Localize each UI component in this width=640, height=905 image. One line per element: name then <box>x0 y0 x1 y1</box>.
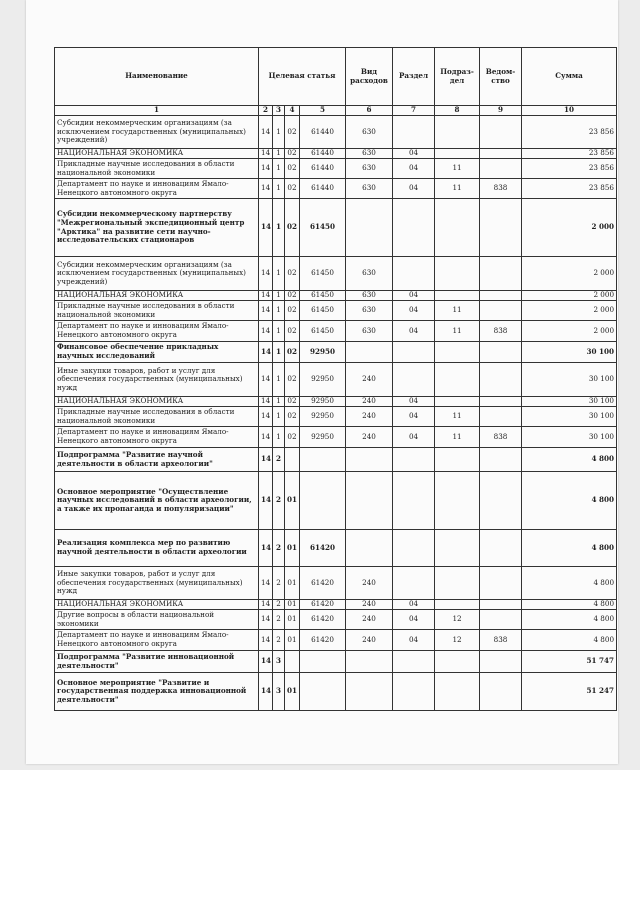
column-number: 4 <box>285 106 300 116</box>
cell-sum: 2 000 <box>522 291 617 301</box>
cell-target-direction: 92950 <box>300 427 346 448</box>
cell-target-direction: 61440 <box>300 179 346 199</box>
cell-name: Департамент по науке и инновациям Ямало-Ненецкого автономного округа <box>55 630 259 651</box>
cell-expense-type: 630 <box>346 301 393 321</box>
table-row <box>55 673 617 711</box>
cell-expense-type: 630 <box>346 179 393 199</box>
cell-target-program: 14 <box>259 472 273 530</box>
cell-target-event: 01 <box>285 567 300 600</box>
table-row <box>55 427 617 448</box>
cell-target-subprogram: 1 <box>273 363 285 397</box>
cell-target-event: 02 <box>285 149 300 159</box>
cell-target-event: 02 <box>285 363 300 397</box>
cell-sum: 4 800 <box>522 600 617 610</box>
cell-expense-type: 240 <box>346 600 393 610</box>
table-row <box>55 342 617 363</box>
cell-sum: 4 800 <box>522 472 617 530</box>
cell-name: Субсидии некоммерческим организациям (за исключением государственных (муниципальных) учреждений) <box>55 116 259 149</box>
cell-target-event: 01 <box>285 673 300 711</box>
cell-expense-type <box>346 342 393 363</box>
cell-target-program: 14 <box>259 291 273 301</box>
cell-target-direction: 92950 <box>300 342 346 363</box>
table-row <box>55 397 617 407</box>
cell-sum: 4 800 <box>522 530 617 567</box>
cell-target-subprogram: 1 <box>273 342 285 363</box>
cell-name: Департамент по науке и инновациям Ямало-Ненецкого автономного округа <box>55 321 259 342</box>
cell-target-program: 14 <box>259 179 273 199</box>
cell-section <box>393 199 435 257</box>
cell-subsection: 11 <box>435 407 480 427</box>
cell-section: 04 <box>393 630 435 651</box>
cell-sum: 2 000 <box>522 199 617 257</box>
cell-target-event: 02 <box>285 159 300 179</box>
cell-name: НАЦИОНАЛЬНАЯ ЭКОНОМИКА <box>55 149 259 159</box>
cell-section <box>393 567 435 600</box>
cell-section <box>393 530 435 567</box>
cell-target-direction: 61440 <box>300 149 346 159</box>
cell-target-program: 14 <box>259 342 273 363</box>
cell-subsection: 12 <box>435 610 480 630</box>
cell-department <box>480 291 522 301</box>
cell-subsection <box>435 149 480 159</box>
cell-target-direction <box>300 651 346 673</box>
table-row <box>55 291 617 301</box>
table-row <box>55 363 617 397</box>
cell-section <box>393 116 435 149</box>
cell-department <box>480 342 522 363</box>
cell-section: 04 <box>393 321 435 342</box>
header-name: Наименование <box>55 48 259 106</box>
cell-expense-type: 240 <box>346 630 393 651</box>
cell-target-event: 02 <box>285 407 300 427</box>
cell-subsection: 11 <box>435 301 480 321</box>
cell-name: Департамент по науке и инновациям Ямало-Ненецкого автономного округа <box>55 427 259 448</box>
cell-sum: 4 800 <box>522 630 617 651</box>
cell-target-subprogram: 2 <box>273 530 285 567</box>
cell-section: 04 <box>393 610 435 630</box>
table-body <box>55 116 617 711</box>
cell-section: 04 <box>393 600 435 610</box>
cell-department <box>480 116 522 149</box>
cell-sum: 4 800 <box>522 610 617 630</box>
cell-target-program: 14 <box>259 530 273 567</box>
cell-target-event: 01 <box>285 630 300 651</box>
cell-department <box>480 610 522 630</box>
cell-target-subprogram: 1 <box>273 291 285 301</box>
cell-subsection <box>435 257 480 291</box>
table-row <box>55 530 617 567</box>
cell-target-event: 01 <box>285 600 300 610</box>
cell-department <box>480 600 522 610</box>
cell-sum: 23 856 <box>522 149 617 159</box>
cell-expense-type: 630 <box>346 257 393 291</box>
cell-target-subprogram: 1 <box>273 301 285 321</box>
cell-target-program: 14 <box>259 630 273 651</box>
cell-section: 04 <box>393 179 435 199</box>
column-number: 1 <box>55 106 259 116</box>
cell-target-event: 01 <box>285 530 300 567</box>
cell-target-direction: 61420 <box>300 630 346 651</box>
cell-subsection: 11 <box>435 179 480 199</box>
cell-subsection <box>435 673 480 711</box>
cell-sum: 51 247 <box>522 673 617 711</box>
cell-department <box>480 149 522 159</box>
cell-department <box>480 472 522 530</box>
cell-subsection <box>435 472 480 530</box>
cell-section: 04 <box>393 291 435 301</box>
cell-target-program: 14 <box>259 673 273 711</box>
cell-sum: 2 000 <box>522 257 617 291</box>
table-row <box>55 116 617 149</box>
cell-name: НАЦИОНАЛЬНАЯ ЭКОНОМИКА <box>55 291 259 301</box>
cell-section <box>393 651 435 673</box>
cell-name: Подпрограмма "Развитие инновационной деятельности" <box>55 651 259 673</box>
cell-subsection <box>435 199 480 257</box>
cell-department <box>480 407 522 427</box>
cell-target-event: 01 <box>285 472 300 530</box>
cell-section: 04 <box>393 301 435 321</box>
cell-department <box>480 363 522 397</box>
cell-target-subprogram: 2 <box>273 630 285 651</box>
cell-name: Другие вопросы в области национальной экономики <box>55 610 259 630</box>
cell-section <box>393 472 435 530</box>
table-row <box>55 448 617 472</box>
cell-name: Подпрограмма "Развитие научной деятельности в области археологии" <box>55 448 259 472</box>
cell-expense-type: 240 <box>346 407 393 427</box>
cell-department <box>480 159 522 179</box>
cell-target-program: 14 <box>259 363 273 397</box>
cell-expense-type <box>346 673 393 711</box>
cell-subsection <box>435 291 480 301</box>
cell-target-subprogram: 1 <box>273 397 285 407</box>
cell-department: 838 <box>480 321 522 342</box>
cell-target-direction: 61420 <box>300 530 346 567</box>
header-row <box>55 48 617 106</box>
cell-expense-type: 240 <box>346 427 393 448</box>
cell-target-direction: 61450 <box>300 321 346 342</box>
table-row <box>55 651 617 673</box>
cell-name: Прикладные научные исследования в области национальной экономики <box>55 159 259 179</box>
cell-subsection <box>435 530 480 567</box>
cell-section <box>393 257 435 291</box>
cell-target-program: 14 <box>259 159 273 179</box>
cell-department <box>480 448 522 472</box>
cell-name: Иные закупки товаров, работ и услуг для обеспечения государственных (муниципальных) нужд <box>55 567 259 600</box>
cell-subsection: 11 <box>435 427 480 448</box>
cell-target-direction <box>300 448 346 472</box>
cell-target-event: 02 <box>285 179 300 199</box>
table-row <box>55 321 617 342</box>
cell-sum: 23 856 <box>522 116 617 149</box>
cell-target-program: 14 <box>259 397 273 407</box>
table-row <box>55 257 617 291</box>
cell-sum: 23 856 <box>522 179 617 199</box>
cell-subsection: 11 <box>435 321 480 342</box>
column-number: 7 <box>393 106 435 116</box>
cell-target-direction: 61440 <box>300 116 346 149</box>
cell-department: 838 <box>480 630 522 651</box>
header-target-article: Целевая статья <box>259 48 346 106</box>
table-row <box>55 301 617 321</box>
cell-target-program: 14 <box>259 407 273 427</box>
cell-sum: 30 100 <box>522 363 617 397</box>
cell-section <box>393 342 435 363</box>
cell-section <box>393 673 435 711</box>
cell-expense-type <box>346 199 393 257</box>
cell-target-program: 14 <box>259 199 273 257</box>
cell-department <box>480 301 522 321</box>
table-row <box>55 600 617 610</box>
cell-expense-type: 630 <box>346 149 393 159</box>
cell-section: 04 <box>393 149 435 159</box>
cell-expense-type <box>346 472 393 530</box>
cell-target-subprogram: 1 <box>273 427 285 448</box>
cell-expense-type: 630 <box>346 321 393 342</box>
cell-department <box>480 257 522 291</box>
cell-sum: 30 100 <box>522 342 617 363</box>
cell-target-event: 01 <box>285 610 300 630</box>
cell-target-program: 14 <box>259 321 273 342</box>
cell-target-subprogram: 1 <box>273 116 285 149</box>
cell-target-direction: 61450 <box>300 199 346 257</box>
cell-department: 838 <box>480 179 522 199</box>
cell-target-program: 14 <box>259 149 273 159</box>
table-row <box>55 407 617 427</box>
cell-target-event: 02 <box>285 301 300 321</box>
cell-target-subprogram: 2 <box>273 448 285 472</box>
cell-subsection <box>435 363 480 397</box>
cell-name: Иные закупки товаров, работ и услуг для обеспечения государственных (муниципальных) нужд <box>55 363 259 397</box>
cell-department <box>480 530 522 567</box>
cell-target-direction: 61420 <box>300 610 346 630</box>
cell-target-event: 02 <box>285 291 300 301</box>
cell-department <box>480 199 522 257</box>
cell-sum: 2 000 <box>522 321 617 342</box>
column-number: 3 <box>273 106 285 116</box>
cell-department <box>480 651 522 673</box>
cell-target-event: 02 <box>285 116 300 149</box>
cell-target-direction: 61420 <box>300 600 346 610</box>
cell-target-event <box>285 448 300 472</box>
header-sum: Сумма <box>522 48 617 106</box>
cell-target-subprogram: 2 <box>273 600 285 610</box>
cell-expense-type <box>346 651 393 673</box>
column-number: 9 <box>480 106 522 116</box>
cell-target-direction: 61450 <box>300 301 346 321</box>
cell-target-subprogram: 3 <box>273 651 285 673</box>
cell-target-program: 14 <box>259 651 273 673</box>
cell-target-subprogram: 1 <box>273 199 285 257</box>
cell-name: Финансовое обеспечение прикладных научных исследований <box>55 342 259 363</box>
cell-subsection <box>435 567 480 600</box>
cell-target-event: 02 <box>285 342 300 363</box>
cell-target-event <box>285 651 300 673</box>
cell-target-program: 14 <box>259 567 273 600</box>
cell-target-program: 14 <box>259 257 273 291</box>
budget-table <box>54 47 617 711</box>
table-row <box>55 630 617 651</box>
cell-target-subprogram: 1 <box>273 321 285 342</box>
table-row <box>55 567 617 600</box>
table-row <box>55 199 617 257</box>
cell-target-direction: 61420 <box>300 567 346 600</box>
cell-subsection <box>435 651 480 673</box>
cell-target-direction <box>300 472 346 530</box>
cell-target-direction: 61450 <box>300 291 346 301</box>
cell-name: НАЦИОНАЛЬНАЯ ЭКОНОМИКА <box>55 397 259 407</box>
cell-section: 04 <box>393 407 435 427</box>
column-number: 8 <box>435 106 480 116</box>
column-number: 6 <box>346 106 393 116</box>
cell-target-subprogram: 1 <box>273 179 285 199</box>
cell-section: 04 <box>393 427 435 448</box>
cell-expense-type: 240 <box>346 397 393 407</box>
header-expense-type: Вид расходов <box>346 48 393 106</box>
table-row <box>55 159 617 179</box>
cell-target-direction: 61450 <box>300 257 346 291</box>
table-row <box>55 179 617 199</box>
cell-target-subprogram: 2 <box>273 472 285 530</box>
cell-target-event: 02 <box>285 321 300 342</box>
cell-section: 04 <box>393 397 435 407</box>
cell-name: Департамент по науке и инновациям Ямало-Ненецкого автономного округа <box>55 179 259 199</box>
cell-name: Основное мероприятие "Осуществление научных исследований в области археологии, а также их пропаганда и популяризации" <box>55 472 259 530</box>
cell-subsection: 11 <box>435 159 480 179</box>
cell-expense-type <box>346 448 393 472</box>
cell-subsection <box>435 342 480 363</box>
column-number-row <box>55 106 617 116</box>
cell-expense-type: 240 <box>346 567 393 600</box>
cell-expense-type: 630 <box>346 116 393 149</box>
cell-target-direction: 92950 <box>300 363 346 397</box>
cell-target-subprogram: 3 <box>273 673 285 711</box>
header-department: Ведом-ство <box>480 48 522 106</box>
cell-target-program: 14 <box>259 116 273 149</box>
cell-target-program: 14 <box>259 448 273 472</box>
cell-department <box>480 397 522 407</box>
header-subsection: Подраз-дел <box>435 48 480 106</box>
cell-target-program: 14 <box>259 600 273 610</box>
cell-name: Прикладные научные исследования в области национальной экономики <box>55 407 259 427</box>
table-row <box>55 149 617 159</box>
cell-name: Субсидии некоммерческим организациям (за исключением государственных (муниципальных) учреждений) <box>55 257 259 291</box>
cell-target-direction: 92950 <box>300 407 346 427</box>
cell-section <box>393 448 435 472</box>
cell-sum: 2 000 <box>522 301 617 321</box>
cell-expense-type: 240 <box>346 610 393 630</box>
table-row <box>55 610 617 630</box>
cell-target-event: 02 <box>285 427 300 448</box>
cell-section <box>393 363 435 397</box>
cell-expense-type: 240 <box>346 363 393 397</box>
cell-target-subprogram: 1 <box>273 149 285 159</box>
cell-subsection <box>435 600 480 610</box>
cell-target-subprogram: 2 <box>273 610 285 630</box>
table-row <box>55 472 617 530</box>
cell-target-direction: 61440 <box>300 159 346 179</box>
cell-subsection <box>435 448 480 472</box>
cell-target-program: 14 <box>259 610 273 630</box>
column-number: 2 <box>259 106 273 116</box>
cell-sum: 4 800 <box>522 448 617 472</box>
cell-subsection <box>435 116 480 149</box>
column-number: 5 <box>300 106 346 116</box>
cell-target-event: 02 <box>285 397 300 407</box>
cell-name: НАЦИОНАЛЬНАЯ ЭКОНОМИКА <box>55 600 259 610</box>
cell-target-subprogram: 2 <box>273 567 285 600</box>
cell-subsection: 12 <box>435 630 480 651</box>
cell-sum: 30 100 <box>522 427 617 448</box>
cell-target-subprogram: 1 <box>273 159 285 179</box>
cell-target-program: 14 <box>259 427 273 448</box>
cell-expense-type: 630 <box>346 291 393 301</box>
cell-sum: 23 856 <box>522 159 617 179</box>
cell-subsection <box>435 397 480 407</box>
cell-sum: 30 100 <box>522 397 617 407</box>
column-number: 10 <box>522 106 617 116</box>
cell-name: Реализация комплекса мер по развитию научной деятельности в области археологии <box>55 530 259 567</box>
cell-sum: 4 800 <box>522 567 617 600</box>
cell-section: 04 <box>393 159 435 179</box>
cell-department: 838 <box>480 427 522 448</box>
cell-target-direction <box>300 673 346 711</box>
cell-target-program: 14 <box>259 301 273 321</box>
cell-name: Субсидии некоммерческому партнерству "Межрегиональный экспедиционный центр "Арктика" на развитие сети научно-исследовательских стационаров <box>55 199 259 257</box>
cell-sum: 30 100 <box>522 407 617 427</box>
cell-expense-type <box>346 530 393 567</box>
cell-target-event: 02 <box>285 199 300 257</box>
header-section: Раздел <box>393 48 435 106</box>
cell-target-direction: 92950 <box>300 397 346 407</box>
cell-target-event: 02 <box>285 257 300 291</box>
cell-expense-type: 630 <box>346 159 393 179</box>
cell-name: Прикладные научные исследования в области национальной экономики <box>55 301 259 321</box>
cell-department <box>480 567 522 600</box>
cell-name: Основное мероприятие "Развитие и государственная поддержка инновационной деятельности" <box>55 673 259 711</box>
cell-department <box>480 673 522 711</box>
cell-target-subprogram: 1 <box>273 407 285 427</box>
cell-sum: 51 747 <box>522 651 617 673</box>
cell-target-subprogram: 1 <box>273 257 285 291</box>
